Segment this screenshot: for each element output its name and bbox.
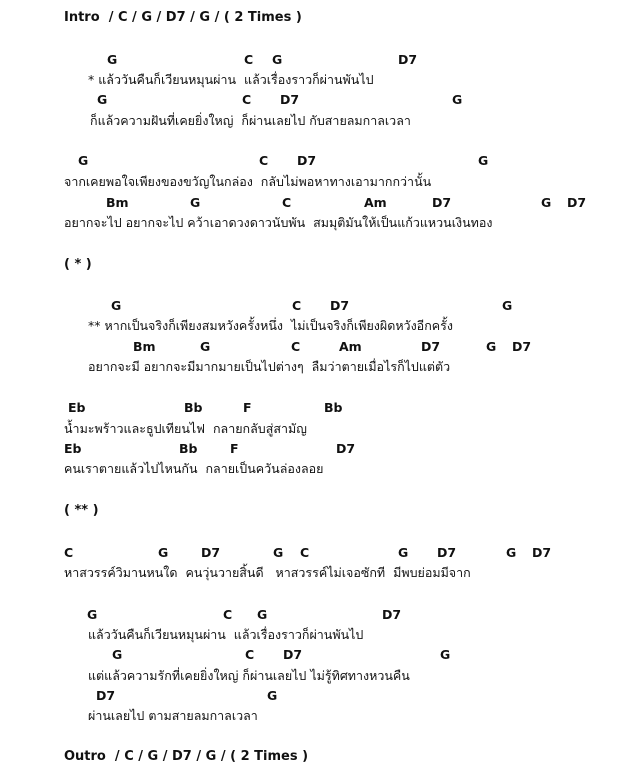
chord-line xyxy=(0,688,620,704)
chord: F xyxy=(243,400,252,415)
chord: D7 xyxy=(330,298,350,313)
chord: G xyxy=(87,607,98,622)
chord: G xyxy=(111,298,122,313)
chord: Bm xyxy=(106,195,129,210)
chord: G xyxy=(107,52,118,67)
chord: D7 xyxy=(96,688,116,703)
lyric-line: ** หากเป็นจริงก็เพียงสมหวังครั้งหนึ่ง ไม่เป็นจริงก็เพียงผิดหวังอีกครั้ง xyxy=(88,318,453,333)
chord: D7 xyxy=(297,153,317,168)
chord: G xyxy=(257,607,268,622)
chord: C xyxy=(292,298,302,313)
lyric-line: * แล้ววันคืนก็เวียนหมุนผ่าน แล้วเรื่องราวก็ผ่านพันไป xyxy=(88,72,374,87)
chord: F xyxy=(230,441,239,456)
chord: G xyxy=(200,339,211,354)
chord: G xyxy=(398,545,409,560)
chord: D7 xyxy=(512,339,532,354)
chord-line xyxy=(0,153,620,169)
lyric-line: แต่แล้วความรักที่เคยยิ่งใหญ่ ก็ผ่านเลยไป ไม่รู้ทิศทางหวนคืน xyxy=(88,668,410,683)
chord: C xyxy=(244,52,254,67)
chord: Eb xyxy=(68,400,86,415)
lyric-line: จากเคยพอใจเพียงของขวัญในกล่อง กลับไม่พอหาทางเอามากกว่านั้น xyxy=(64,174,432,189)
chord: C xyxy=(242,92,252,107)
chord: C xyxy=(223,607,233,622)
lyric-line: คนเราตายแล้วไปไหนกัน กลายเป็นควันล่องลอย xyxy=(64,461,324,476)
chord: D7 xyxy=(532,545,552,560)
chord: Eb xyxy=(64,441,82,456)
chord: G xyxy=(97,92,108,107)
chord: D7 xyxy=(382,607,402,622)
chord: G xyxy=(440,647,451,662)
chord: G xyxy=(273,545,284,560)
chord: G xyxy=(267,688,278,703)
chord: D7 xyxy=(280,92,300,107)
chord: C xyxy=(291,339,301,354)
chord-line xyxy=(0,52,620,68)
chord: D7 xyxy=(567,195,587,210)
chord: G xyxy=(452,92,463,107)
lyric-line: อยากจะไป อยากจะไป คว้าเอาดวงดาวนับพัน สมมุติมันให้เป็นแก้วแหวนเงินทอง xyxy=(64,215,493,230)
chord: D7 xyxy=(283,647,303,662)
lyric-line: แล้ววันคืนก็เวียนหมุนผ่าน แล้วเรื่องราวก็ผ่านพันไป xyxy=(88,627,364,642)
chord: G xyxy=(486,339,497,354)
chord: G xyxy=(502,298,513,313)
chord: Bb xyxy=(324,400,343,415)
chord: D7 xyxy=(437,545,457,560)
chord: D7 xyxy=(421,339,441,354)
chord-line xyxy=(0,339,620,355)
chord: G xyxy=(478,153,489,168)
chord: D7 xyxy=(201,545,221,560)
chord: Bb xyxy=(179,441,198,456)
chord-line xyxy=(0,195,620,211)
chord: G xyxy=(190,195,201,210)
section-label: Intro / C / G / D7 / G / ( 2 Times ) xyxy=(64,10,302,25)
chord: C xyxy=(245,647,255,662)
chord-line xyxy=(0,441,620,457)
chord: D7 xyxy=(398,52,418,67)
section-label: ( ** ) xyxy=(64,503,99,518)
chord: G xyxy=(506,545,517,560)
lyric-line: อยากจะมี อยากจะมีมากมายเป็นไปต่างๆ ลืมว่าตายเมื่อไรก็ไปแต่ตัว xyxy=(88,359,451,374)
chord-line xyxy=(0,400,620,416)
chord-line xyxy=(0,607,620,623)
lyric-line: ผ่านเลยไป ตามสายลมกาลเวลา xyxy=(88,708,258,723)
chord: Am xyxy=(339,339,362,354)
section-label: Outro / C / G / D7 / G / ( 2 Times ) xyxy=(64,749,309,764)
chord: G xyxy=(272,52,283,67)
chord: D7 xyxy=(432,195,452,210)
chord: G xyxy=(158,545,169,560)
chord-line xyxy=(0,298,620,314)
chord: C xyxy=(282,195,292,210)
chord-line xyxy=(0,545,620,561)
lyric-line: ก็แล้วความฝันที่เคยยิ่งใหญ่ ก็ผ่านเลยไป กับสายลมกาลเวลา xyxy=(90,113,411,128)
chord: Bm xyxy=(133,339,156,354)
chord: G xyxy=(78,153,89,168)
chord-line xyxy=(0,92,620,108)
chord: C xyxy=(259,153,269,168)
lyric-line: น้ำมะพร้าวและธูปเทียนไฟ กลายกลับสู่สามัญ xyxy=(64,421,307,436)
chord: Bb xyxy=(184,400,203,415)
chord: G xyxy=(112,647,123,662)
chord: D7 xyxy=(336,441,356,456)
chord-line xyxy=(0,647,620,663)
chord: G xyxy=(541,195,552,210)
lyric-line: หาสวรรค์วิมานหนใด คนวุ่นวายสิ้นดี หาสวรรค์ไม่เจอซักที มีพบย่อมมีจาก xyxy=(64,565,471,580)
chord: C xyxy=(300,545,310,560)
section-label: ( * ) xyxy=(64,257,92,272)
chord: Am xyxy=(364,195,387,210)
chord: C xyxy=(64,545,74,560)
